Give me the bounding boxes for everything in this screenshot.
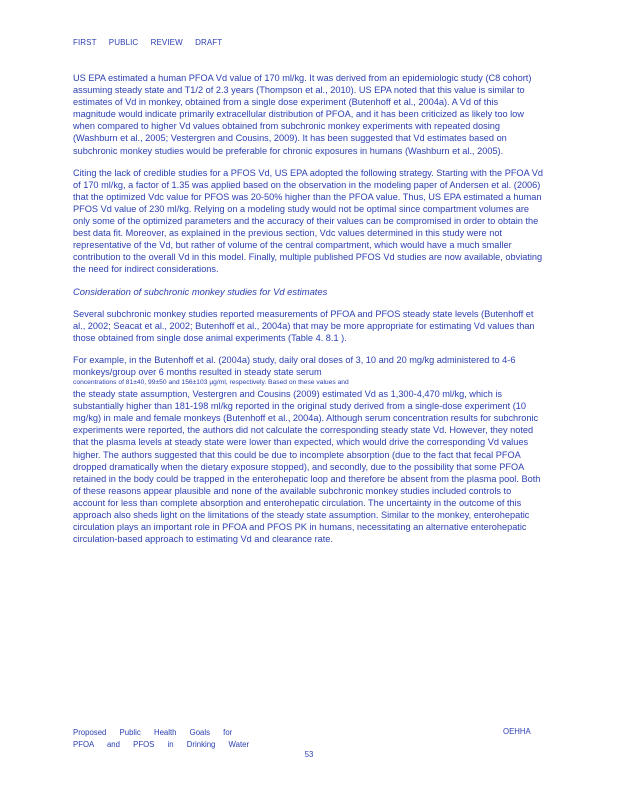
section-heading-subchronic: Consideration of subchronic monkey studies for Vd estimates [73, 285, 328, 297]
draft-header: FIRST PUBLIC REVIEW DRAFT [73, 38, 223, 47]
paragraph-pfos-vd-strategy: Citing the lack of credible studies for a PFOS Vd, US EPA adopted the following strategy. Starting with the PFOA Vd of 170 ml/kg, a factor of 1.35 was applied based on the observation in the modeling paper of Andersen et al. (2006) that the optimized Vdc value for PFOS was 20-50% higher than the PFOA value. Thus, US EPA estimated a human PFOS Vd value of 230 ml/kg. Relying on a modeling study would not be optimal since compartment volumes are only some of the optimized parameters and the accuracy of their values can be compromised in order to obtain the best data fit. Moreover, as explained in the previous section, Vdc values determined in this study were not representative of the Vd, but rather of volume of the central compartment, which would have a much smaller contribution to the overall Vd in this model. Finally, multiple published PFOS Vd studies are now available, obviating the need for indirect considerations. [73, 167, 543, 275]
footer-title [73, 727, 249, 751]
footer-line-1: Proposed Public Health Goals for [73, 728, 233, 737]
footer-agency: OEHHA [503, 727, 531, 736]
paragraph-subchronic-studies: Several subchronic monkey studies reported measurements of PFOA and PFOS steady state levels (Butenhoff et al., 2002; Seacat et al., 2002; Butenhoff et al., 2004a) that may be more appropriate for estimating Vd values than those obtained from single dose animal experiments (Table 4. 8.1 ). [73, 308, 535, 343]
footer-line-2: PFOA and PFOS in Drinking Water [73, 740, 250, 749]
paragraph-pfoa-vd: US EPA estimated a human PFOA Vd value of 170 ml/kg. It was derived from an epidemiologic study (C8 cohort) assuming steady state and T1/2 of 2.3 years (Thompson et al., 2010). US EPA noted that this value is similar to estimates of Vd in monkey, obtained from a single dose experiment (Butenhoff et al., 2004a). A Vd of this magnitude would indicate primarily extracellular distribution of PFOA, and it has been criticized as likely too low when compared to higher Vd values obtained from subchronic monkey experiments with repeated dosing (Washburn et al., 2005; Vestergren and Cousins, 2009). It has been suggested that Vd estimates based on subchronic monkey studies would be preferable for chronic exposures in humans (Washburn et al., 2005). [73, 73, 532, 156]
paragraph-example-continued: the steady state assumption, Vestergren and Cousins (2009) estimated Vd as 1,300-4,470 ml/kg, which is substantially higher than 181-198 ml/kg reported in the original study derived from a single-dose experiment (10 mg/kg) in male and female monkeys (Butenhoff et al., 2004a). Although serum concentration results for subchronic experiments were reported, the authors did not calculate the corresponding steady state Vd. However, they noted that the plasma levels at steady state were lower than expected, which would drive the corresponding Vd values higher. The authors suggested that this could be due to incomplete absorption (due to the fact that fecal PFOA dropped dramatically when the dietary exposure stopped), and secondly, due to the possibility that some PFOA retained in the body could be trapped in the enterohepatic loop and therefore be absent from the plasma pool. Both of these reasons appear plausible and none of the available subchronic monkey studies included controls to account for less than complete absorption and enterohepatic circulation. The uncertainty in the outcome of this approach also sheds light on the limitations of the steady state assumption. Similar to the monkey, enterohepatic circulation plays an important role in PFOA and PFOS PK in humans, necessitating an alternative enterohepatic circulation-based approach to estimating Vd and clearance rate. [73, 389, 541, 545]
document-body [73, 72, 543, 555]
paragraph-example-start: For example, in the Butenhoff et al. (2004a) study, daily oral doses of 3, 10 and 20 mg/kg administered to 4-6 monkeys/group over 6 months resulted in steady state serum [73, 354, 516, 377]
page-number: 53 [304, 750, 314, 759]
paragraph-example-concentrations: concentrations of 81±40, 99±50 and 156±103 µg/ml, respectively. Based on these values and [73, 379, 349, 387]
